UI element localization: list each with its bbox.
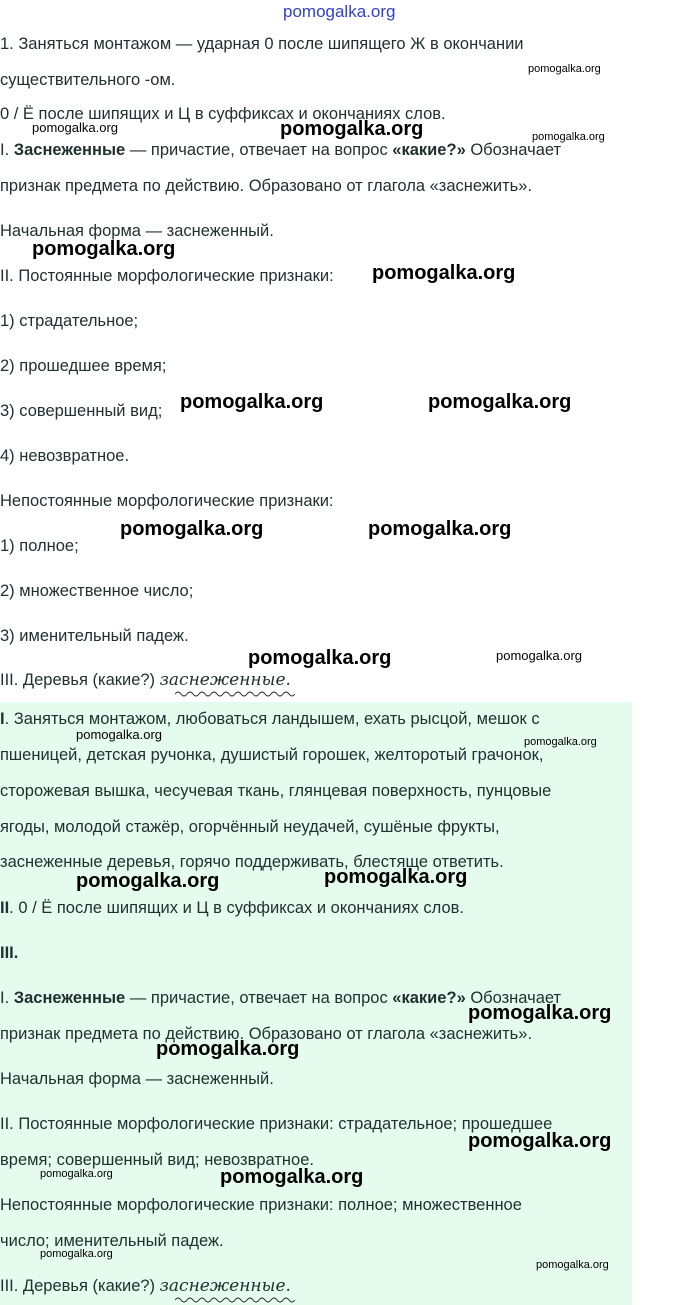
text-line: 4) невозвратное. (0, 447, 130, 465)
watermark: pomogalka.org (32, 120, 118, 135)
watermark: pomogalka.org (280, 118, 424, 140)
text-line: существительного -ом. (0, 71, 176, 89)
text-line: II. Постоянные морфологические признаки: (0, 267, 334, 285)
text-line: 2) прошедшее время; (0, 357, 167, 375)
watermark: pomogalka.org (40, 1248, 113, 1260)
roman-numeral: II (0, 899, 10, 917)
text-fragment: III. Деревья (какие?) (0, 1277, 156, 1295)
watermark: pomogalka.org (220, 1166, 364, 1188)
text-line: время; совершенный вид; невозвратное. (0, 1151, 314, 1169)
roman-numeral: I. (0, 141, 10, 159)
watermark: pomogalka.org (156, 1038, 300, 1060)
text-fragment: Обозначает (470, 989, 562, 1007)
watermark: pomogalka.org (324, 866, 468, 888)
watermark: pomogalka.org (532, 131, 605, 143)
text-line: число; именительный падеж. (0, 1232, 224, 1250)
watermark: pomogalka.org (496, 648, 582, 663)
watermark: pomogalka.org (372, 262, 516, 284)
text-line: 1) полное; (0, 537, 79, 555)
keyword: Заснеженные (13, 141, 126, 159)
text-line (0, 670, 291, 690)
roman-numeral: I. (0, 989, 10, 1007)
watermark: pomogalka.org (428, 391, 572, 413)
watermark: pomogalka.org (40, 1168, 113, 1180)
watermark: pomogalka.org (468, 1002, 612, 1024)
watermark: pomogalka.org (120, 518, 264, 540)
text-line (0, 1276, 291, 1296)
wavy-underline (175, 1296, 295, 1304)
text-fragment: — причастие, отвечает на вопрос (129, 141, 388, 159)
watermark: pomogalka.org (368, 518, 512, 540)
watermark: pomogalka.org (524, 736, 597, 748)
keyword: Заснеженные (13, 989, 126, 1007)
text-line: Начальная форма — заснеженный. (0, 1070, 274, 1088)
text-line: Непостоянные морфологические признаки: (0, 492, 334, 510)
roman-numeral: I (0, 710, 5, 728)
text-line: 0 / Ё после шипящих и Ц в суффиксах и окончаниях слов. (0, 105, 446, 123)
text-fragment: . 0 / Ё после шипящих и Ц в суффиксах и окончаниях слов. (9, 899, 464, 917)
watermark: pomogalka.org (528, 63, 601, 75)
watermark: pomogalka.org (248, 647, 392, 669)
text-fragment: III. Деревья (какие?) (0, 671, 156, 689)
question: «какие?» (392, 141, 466, 159)
watermark: pomogalka.org (468, 1130, 612, 1152)
text-line: 1. Заняться монтажом — ударная 0 после шипящего Ж в окончании (0, 35, 524, 53)
underlined-word: заснеженные. (159, 1276, 291, 1296)
text-line: 3) именительный падеж. (0, 627, 189, 645)
text-line: Начальная форма — заснеженный. (0, 222, 274, 240)
text-line: II. Постоянные морфологические признаки: страдательное; прошедшее (0, 1115, 553, 1133)
text-fragment: — причастие, отвечает на вопрос (129, 989, 388, 1007)
wavy-underline (175, 690, 295, 698)
underlined-word: заснеженные. (159, 670, 291, 690)
text-fragment: . Заняться монтажом, любоваться ландышем, ехать рысцой, мешок с (4, 710, 540, 728)
question: «какие?» (392, 989, 466, 1007)
watermark: pomogalka.org (76, 727, 162, 742)
text-line (0, 141, 561, 160)
text-line: признак предмета по действию. Образовано от глагола «заснежить». (0, 1025, 533, 1043)
text-line: ягоды, молодой стажёр, огорчённый неудачей, сушёные фрукты, (0, 818, 500, 836)
watermark: pomogalka.org (536, 1259, 609, 1271)
text-line: Непостоянные морфологические признаки: полное; множественное (0, 1196, 522, 1214)
text-line: 1) страдательное; (0, 312, 139, 330)
watermark: pomogalka.org (283, 2, 396, 21)
watermark: pomogalka.org (76, 870, 220, 892)
watermark: pomogalka.org (180, 391, 324, 413)
text-line: признак предмета по действию. Образовано от глагола «заснежить». (0, 177, 533, 195)
text-line: 3) совершенный вид; (0, 402, 163, 420)
text-line (0, 899, 464, 918)
text-line: 2) множественное число; (0, 582, 194, 600)
text-line: пшеницей, детская ручонка, душистый горошек, желторотый грачонок, (0, 746, 544, 764)
text-fragment: Обозначает (470, 141, 562, 159)
text-line: III. (0, 944, 19, 962)
text-line: сторожевая вышка, чесучевая ткань, глянцевая поверхность, пунцовые (0, 782, 552, 800)
text-line: заснеженные деревья, горячо поддерживать, блестяще ответить. (0, 853, 504, 871)
watermark: pomogalka.org (32, 238, 176, 260)
